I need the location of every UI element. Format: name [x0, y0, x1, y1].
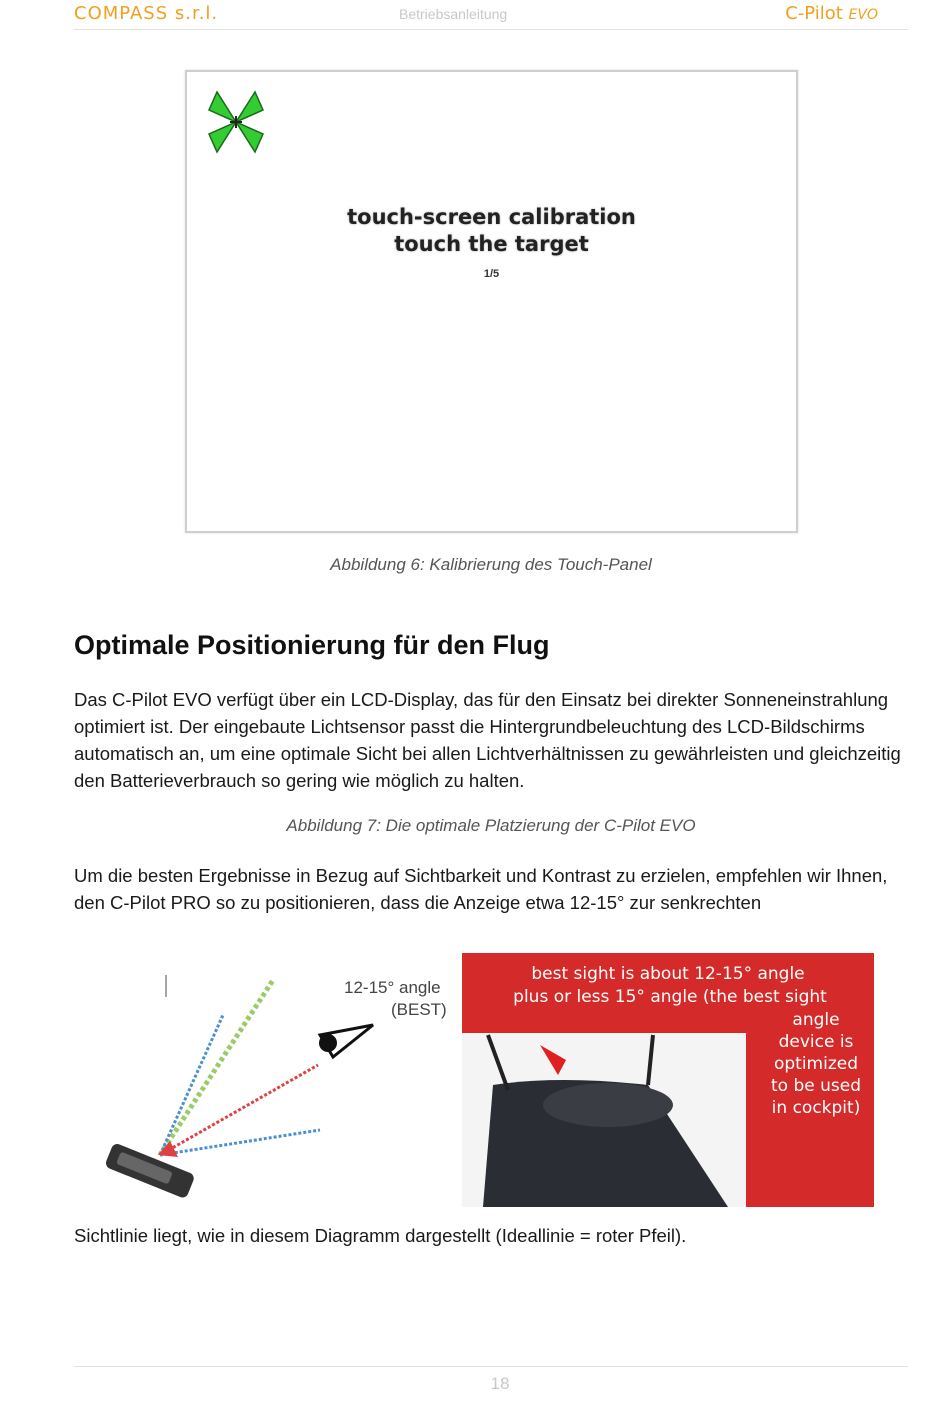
calibration-title: touch-screen calibration	[347, 205, 636, 229]
footer-divider	[74, 1366, 908, 1367]
product-name	[785, 3, 878, 24]
product-label: C-Pilot	[785, 3, 843, 24]
side-line-3: optimized	[773, 1054, 859, 1074]
calibration-target-icon	[201, 86, 271, 158]
paragraph-sightline: Sichtlinie liegt, wie in diesem Diagramm dargestellt (Ideallinie = roter Pfeil).	[74, 1225, 687, 1246]
side-line-4: to be used	[770, 1076, 862, 1096]
sightline-green	[160, 980, 273, 1155]
calibration-screenshot	[185, 70, 798, 533]
side-line-1: angle	[792, 1010, 840, 1030]
product-suffix: EVO	[848, 7, 878, 23]
paragraph-lcd-display: Das C-Pilot EVO verfügt über ein LCD-Display, das für den Einsatz bei direkter Sonneneinstrahlung optimiert ist. Der eingebaute Lichtsensor passt die Hintergrundbeleuchtung des LCD-Bildschirms automatisch an, um eine optimale Sicht bei allen Lichtverhältnissen zu gewährleisten und gleichzeitig den Batterieverbrauch so gering wie möglich zu halten.	[74, 689, 901, 791]
banner-line-2: plus or less 15° angle (the best sight	[513, 987, 827, 1007]
document-title: Betriebsanleitung	[399, 6, 508, 22]
calibration-counter: 1/5	[483, 268, 500, 280]
page-header	[74, 0, 908, 30]
brand-name: COMPASS s.r.l.	[74, 3, 219, 24]
figure-7-caption: Abbildung 7: Die optimale Platzierung der C-Pilot EVO	[286, 816, 696, 835]
red-arrowhead	[158, 1141, 178, 1157]
paragraph-positioning: Um die besten Ergebnisse in Bezug auf Sichtbarkeit und Kontrast zu erzielen, empfehlen wir Ihnen, den C-Pilot PRO so zu positionieren, dass die Anzeige etwa 12-15° zur senkrechten	[74, 865, 888, 913]
page-number: 18	[490, 1374, 510, 1393]
figure-6-caption: Abbildung 6: Kalibrierung des Touch-Panel	[330, 555, 652, 574]
calibration-instruction: touch the target	[394, 232, 589, 256]
side-line-5: in cockpit)	[771, 1098, 861, 1118]
banner-line-1: best sight is about 12-15° angle	[531, 964, 805, 984]
side-line-2: device is	[778, 1032, 854, 1052]
sightline-blue-left	[160, 1015, 223, 1155]
angle-label: 12-15° angle	[344, 978, 441, 997]
eye-icon	[319, 1025, 373, 1057]
positioning-diagram	[88, 945, 874, 1207]
harness-pod	[543, 1083, 673, 1127]
best-label: (BEST)	[391, 1000, 447, 1019]
section-heading: Optimale Positionierung für den Flug	[74, 630, 550, 660]
